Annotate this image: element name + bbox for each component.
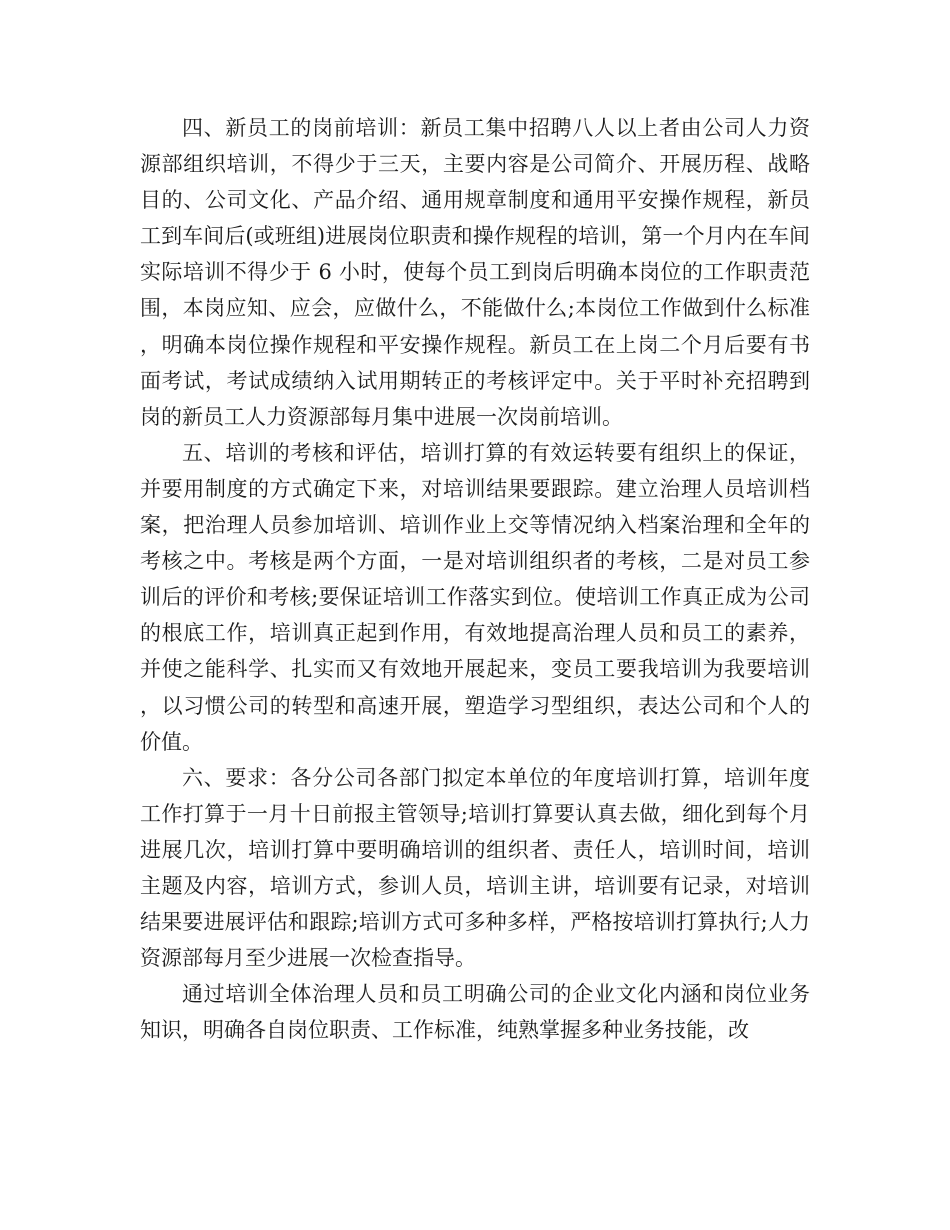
paragraph-new-employee-training: 四、新员工的岗前培训：新员工集中招聘八人以上者由公司人力资源部组织培训，不得少于三天，主要内容是公司简介、开展历程、战略目的、公司文化、产品介绍、通用规章制度和通用平安操作规程，新员工到车间后(或班组)进展岗位职责和操作规程的培训，第一个月内在车间实际培训不得少于 6 小时，使每个员工到岗后明确本岗位的工作职责范围，本岗应知、应会，应做什么，不能做什么;本岗位工作做到什么标准，明确本岗位操作规程和平安操作规程。新员工在上岗二个月后要有书面考试，考试成绩纳入试用期转正的考核评定中。关于平时补充招聘到岗的新员工人力资源部每月集中进展一次岗前培训。 bbox=[140, 116, 810, 429]
paragraph-requirements: 六、要求：各分公司各部门拟定本单位的年度培训打算，培训年度工作打算于一月十日前报主管领导;培训打算要认真去做，细化到每个月进展几次，培训打算中要明确培训的组织者、责任人，培训时间，培训主题及内容，培训方式，参训人员，培训主讲，培训要有记录，对培训结果要进展评估和跟踪;培训方式可多种多样，严格按培训打算执行;人力资源部每月至少进展一次检查指导。 bbox=[140, 765, 810, 971]
paragraph-assessment-evaluation: 五、培训的考核和评估，培训打算的有效运转要有组织上的保证，并要用制度的方式确定下来，对培训结果要跟踪。建立治理人员培训档案，把治理人员参加培训、培训作业上交等情况纳入档案治理和全年的考核之中。考核是两个方面，一是对培训组织者的考核，二是对员工参训后的评价和考核;要保证培训工作落实到位。使培训工作真正成为公司的根底工作，培训真正起到作用，有效地提高治理人员和员工的素养，并使之能科学、扎实而又有效地开展起来，变员工要我培训为我要培训，以习惯公司的转型和高速开展，塑造学习型组织，表达公司和个人的价值。 bbox=[140, 440, 810, 754]
body-text bbox=[140, 110, 810, 1048]
paragraph-conclusion: 通过培训全体治理人员和员工明确公司的企业文化内涵和岗位业务知识，明确各自岗位职责、工作标准，纯熟掌握多种业务技能，改 bbox=[140, 982, 810, 1043]
